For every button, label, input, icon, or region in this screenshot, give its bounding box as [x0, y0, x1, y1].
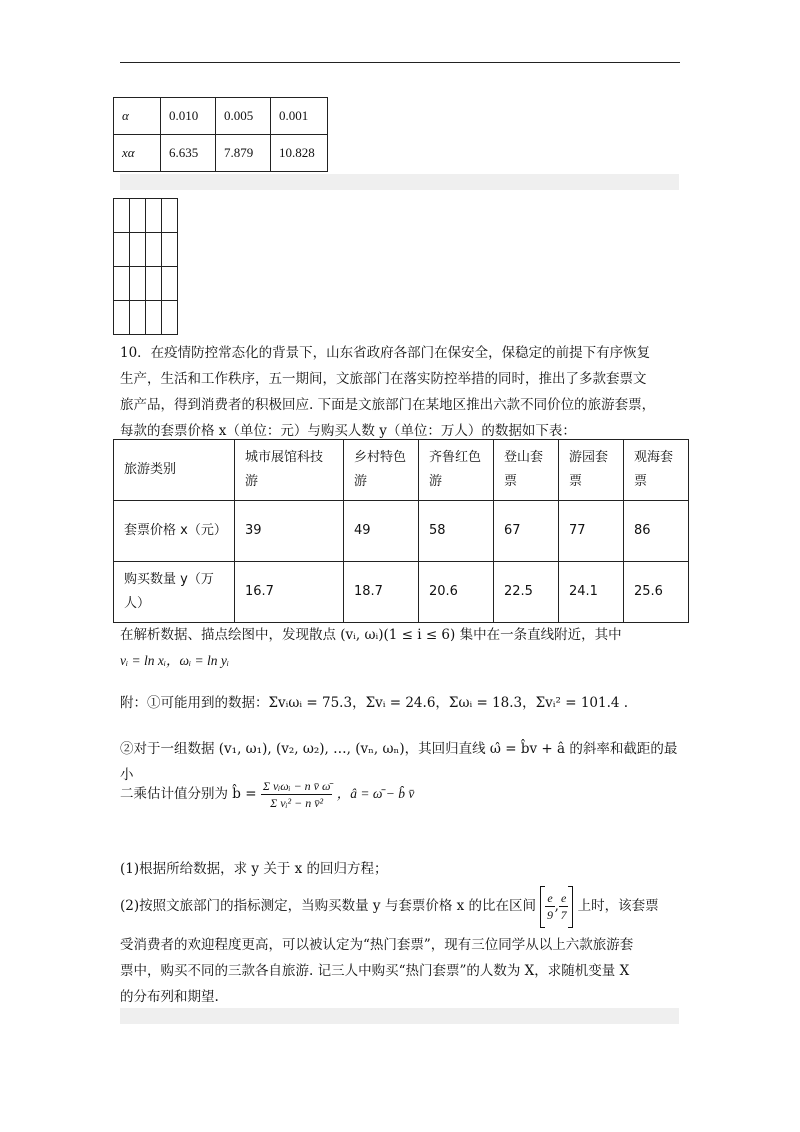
- formula-prefix: 二乘估计值分别为 b̂ =: [120, 786, 257, 802]
- question-2-line: 的分布列和期望.: [120, 989, 219, 1005]
- log-definition: vᵢ = ln xᵢ，ωᵢ = ln yᵢ: [120, 653, 230, 668]
- alpha-header: α: [114, 98, 161, 135]
- fraction-denominator: 9: [546, 908, 553, 922]
- appendix-data: [120, 690, 685, 716]
- appendix-line: 附：①可能用到的数据：Σvᵢωᵢ = 75.3，Σvᵢ = 24.6，Σωᵢ = 18.3，Σvᵢ² = 101.4 .: [120, 695, 629, 711]
- empty-grid: [113, 198, 178, 335]
- ticket-data-table: [113, 439, 689, 623]
- col-header: 登山套票: [494, 440, 559, 501]
- scatter-description: [120, 622, 685, 674]
- intro-line: 生产，生活和工作秩序，五一期间，文旅部门在落实防控举措的同时，推出了多款套票文: [120, 371, 647, 387]
- interval-right-bracket: [568, 886, 573, 928]
- quantity-cell: 25.6: [624, 562, 689, 623]
- alpha-critical-value-table: [113, 97, 328, 172]
- intercept-formula: ，â = ω̄ − b̂ v̄: [336, 786, 415, 801]
- intro-line: 10．在疫情防控常态化的背景下，山东省政府各部门在保安全，保稳定的前提下有序恢复: [120, 345, 651, 361]
- alpha-value: 0.001: [271, 98, 328, 135]
- interval-upper-bound: [559, 890, 568, 923]
- price-cell: 58: [419, 501, 494, 562]
- slope-denominator: Σ vᵢ² − n v̄²: [270, 796, 324, 810]
- question-2-line: 票中，购买不同的三款各自旅游. 记三人中购买“热门套票”的人数为 X，求随机变量 X: [120, 963, 630, 979]
- header-rule: [120, 62, 680, 63]
- question-2-first-line: (2)按照文旅部门的指标测定，当购买数量 y 与套票价格 x 的比在区间 $\frac{e}{9}$ , $\frac{e}{7}$ 上时，该套票: [120, 884, 685, 928]
- alpha-value: 0.010: [161, 98, 216, 135]
- quantity-cell: 20.6: [419, 562, 494, 623]
- question-2-tail: 上时，该套票: [577, 898, 659, 914]
- question-2-lead: (2)按照文旅部门的指标测定，当购买数量 y 与套票价格 x 的比在区间: [120, 898, 537, 914]
- separator-bar: [120, 174, 679, 190]
- price-cell: 86: [624, 501, 689, 562]
- x-alpha-value: 7.879: [216, 135, 271, 172]
- slope-numerator: Σ vᵢωᵢ − n v̄ ω̄: [262, 779, 331, 793]
- alpha-value: 0.005: [216, 98, 271, 135]
- price-cell: 39: [235, 501, 344, 562]
- col-header: 乡村特色游: [344, 440, 419, 501]
- price-cell: 77: [559, 501, 624, 562]
- col-header: 游园套票: [559, 440, 624, 501]
- quantity-cell: 22.5: [494, 562, 559, 623]
- regression-formula: [120, 778, 685, 811]
- intro-line: 旅产品，得到消费者的积极回应. 下面是文旅部门在某地区推出六款不同价位的旅游套票，: [120, 397, 656, 413]
- footer-separator-bar: [120, 1008, 679, 1024]
- question-2-line: 受消费者的欢迎程度更高，可以被认定为“热门套票”，现有三位同学从以上六款旅游套: [120, 937, 634, 953]
- col-header: 齐鲁红色游: [419, 440, 494, 501]
- slope-fraction: [261, 778, 333, 811]
- x-alpha-value: 10.828: [271, 135, 328, 172]
- fraction-denominator: 7: [560, 908, 567, 922]
- formula-line: ②对于一组数据 (v₁, ω₁), (v₂, ω₂), …, (vₙ, ωₙ)，其回归直线 ω̂ = b̂v + â 的斜率和截距的最小: [120, 741, 678, 783]
- quantity-cell: 16.7: [235, 562, 344, 623]
- fraction-numerator: e: [560, 891, 567, 905]
- intro-line: 每款的套票价格 x（单位：元）与购买人数 y（单位：万人）的数据如下表：: [120, 423, 576, 439]
- x-alpha-header: xα: [114, 135, 161, 172]
- question-1-text: (1)根据所给数据，求 y 关于 x 的回归方程；: [120, 861, 388, 877]
- row-header: 套票价格 x（元）: [114, 501, 235, 562]
- quantity-cell: 24.1: [559, 562, 624, 623]
- col-header: 城市展馆科技游: [235, 440, 344, 501]
- interval-lower-bound: [545, 890, 554, 923]
- quantity-cell: 18.7: [344, 562, 419, 623]
- fraction-numerator: e: [547, 891, 553, 905]
- row-header: 购买数量 y（万人）: [114, 562, 235, 623]
- x-alpha-value: 6.635: [161, 135, 216, 172]
- problem-intro: [120, 340, 685, 444]
- scatter-line: 在解析数据、描点绘图中，发现散点 (vᵢ, ωᵢ)(1 ≤ i ≤ 6) 集中在一条直线附近，其中: [120, 627, 622, 643]
- col-header: 观海套票: [624, 440, 689, 501]
- question-1: [120, 856, 685, 882]
- price-cell: 67: [494, 501, 559, 562]
- col-header: 旅游类别: [114, 440, 235, 501]
- question-2-body: [120, 932, 685, 1010]
- price-cell: 49: [344, 501, 419, 562]
